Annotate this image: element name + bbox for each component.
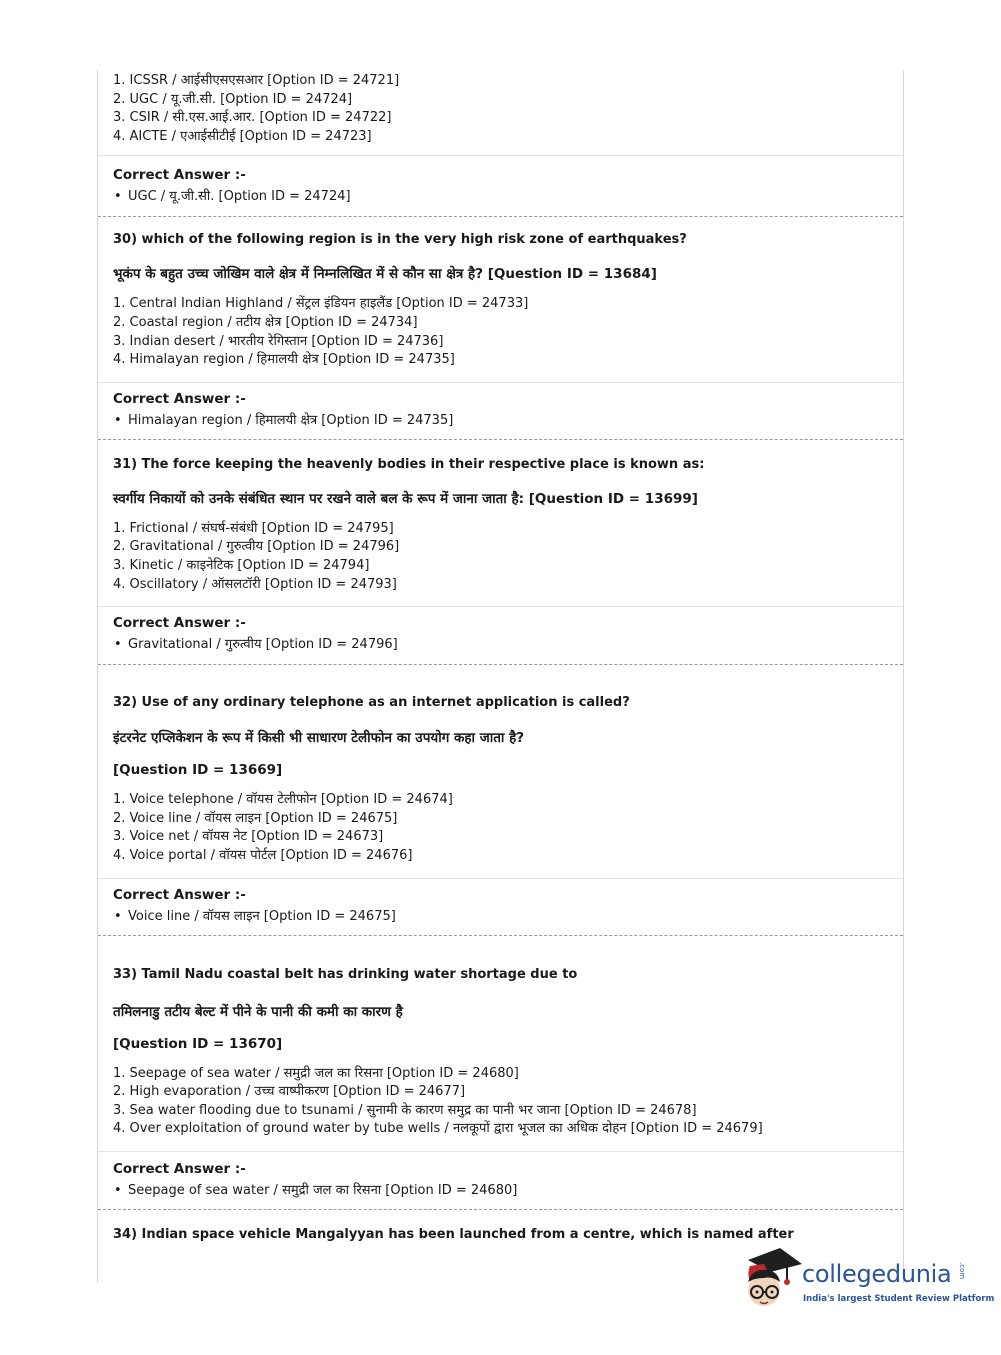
logo-suffix: .com [958,1262,966,1280]
options-list-29 [98,70,903,155]
options-list [113,1065,903,1139]
option-item: 3. Indian desert / भारतीय रेगिस्तान [Option ID = 24736] [113,333,444,349]
option-item: 1. Seepage of sea water / समुद्री जल का रिसना [Option ID = 24680] [113,1065,519,1081]
correct-answer-label: Correct Answer :- [113,1160,246,1177]
question-heading: 32) Use of any ordinary telephone as an internet application is called? [113,695,630,711]
question-32 [98,664,903,877]
option-item: 2. UGC / यू.जी.सी. [Option ID = 24724] [113,91,353,107]
question-31 [98,439,903,606]
correct-answer-29 [98,155,903,216]
option-item: 4. Himalayan region / हिमालयी क्षेत्र [Option ID = 24735] [113,352,455,368]
correct-answer-30 [98,382,903,439]
option-item: 3. Kinetic / काइनेटिक [Option ID = 24794] [113,557,370,573]
correct-answer-value: • Himalayan region / हिमालयी क्षेत्र [Option ID = 24735] [113,412,903,430]
option-item: 4. Over exploitation of ground water by tube wells / नलकूपों द्वारा भूजल का अधिक दोहन [Option ID = 24679] [113,1121,763,1137]
option-item: 2. Coastal region / तटीय क्षेत्र [Option ID = 24734] [113,314,418,330]
question-id: [Question ID = 13669] [113,762,283,779]
collegedunia-logo [742,1246,995,1310]
correct-answer-label: Correct Answer :- [113,886,246,903]
option-item: 2. High evaporation / उच्च वाष्पीकरण [Option ID = 24677] [113,1084,466,1100]
correct-answer-33 [98,1151,903,1209]
option-item: 2. Gravitational / गुरुत्वीय [Option ID = 24796] [113,539,400,555]
correct-answer-32 [98,878,903,935]
question-heading: 33) Tamil Nadu coastal belt has drinking water shortage due to [113,966,578,982]
correct-answer-value: • UGC / यू.जी.सी. [Option ID = 24724] [113,188,903,206]
logo-tagline: India's largest Student Review Platform [803,1294,995,1304]
question-hindi: तमिलनाडु तटीय बेल्ट में पीने के पानी की कमी का कारण है [113,1003,403,1020]
question-hindi: इंटरनेट एप्लिकेशन के रूप में किसी भी साधारण टेलीफोन का उपयोग कहा जाता है? [113,730,525,747]
option-item: 4. AICTE / एआईसीटीई [Option ID = 24723] [113,128,372,144]
correct-answer-value: • Gravitational / गुरुत्वीय [Option ID = 24796] [113,636,903,654]
options-list [113,295,903,369]
question-hindi: स्वर्गीय निकायों को उनके संबंधित स्थान पर रखने वाले बल के रूप में जाना जाता है: [Question ID = 13699] [113,490,698,507]
option-item: 3. Voice net / वॉयस नेट [Option ID = 24673] [113,829,384,845]
question-30 [98,216,903,381]
correct-answer-31 [98,606,903,664]
option-item: 3. CSIR / सी.एस.आई.आर. [Option ID = 24722] [113,110,392,126]
page-frame-right [903,70,904,1283]
option-item: 4. Voice portal / वॉयस पोर्टल [Option ID = 24676] [113,847,413,863]
question-heading: 31) The force keeping the heavenly bodies in their respective place is known as: [113,456,705,472]
logo-wordmark: collegedunia [802,1260,952,1288]
correct-answer-label: Correct Answer :- [113,167,246,184]
question-33 [98,935,903,1151]
mascot-icon [742,1246,804,1310]
option-item: 1. ICSSR / आईसीएसएसआर [Option ID = 24721] [113,73,400,88]
options-list [113,791,903,865]
question-heading: 30) which of the following region is in the very high risk zone of earthquakes? [113,232,687,248]
option-item: 1. Frictional / संघर्ष-संबंधी [Option ID = 24795] [113,520,394,536]
correct-answer-value: • Seepage of sea water / समुद्री जल का रिसना [Option ID = 24680] [113,1182,903,1200]
correct-answer-label: Correct Answer :- [113,390,246,407]
option-item: 4. Oscillatory / ऑसलटॉरी [Option ID = 24793] [113,576,397,592]
question-paper [98,70,903,1244]
option-item: 3. Sea water flooding due to tsunami / सुनामी के कारण समुद्र का पानी भर जाना [Option ID = 24678] [113,1102,697,1118]
correct-answer-label: Correct Answer :- [113,615,246,632]
correct-answer-value: • Voice line / वॉयस लाइन [Option ID = 24675] [113,908,903,926]
question-heading: 34) Indian space vehicle Mangalyyan has been launched from a centre, which is named after [113,1226,794,1242]
option-item: 2. Voice line / वॉयस लाइन [Option ID = 24675] [113,810,398,826]
question-hindi: भूकंप के बहुत उच्च जोखिम वाले क्षेत्र में निम्नलिखित में से कौन सा क्षेत्र है? [Question ID = 13684] [113,266,657,283]
options-list [113,520,903,594]
question-34 [98,1209,903,1244]
option-item: 1. Voice telephone / वॉयस टेलीफोन [Option ID = 24674] [113,792,453,808]
question-id: [Question ID = 13670] [113,1035,283,1052]
option-item: 1. Central Indian Highland / सेंट्रल इंडियन हाइलैंड [Option ID = 24733] [113,296,529,312]
